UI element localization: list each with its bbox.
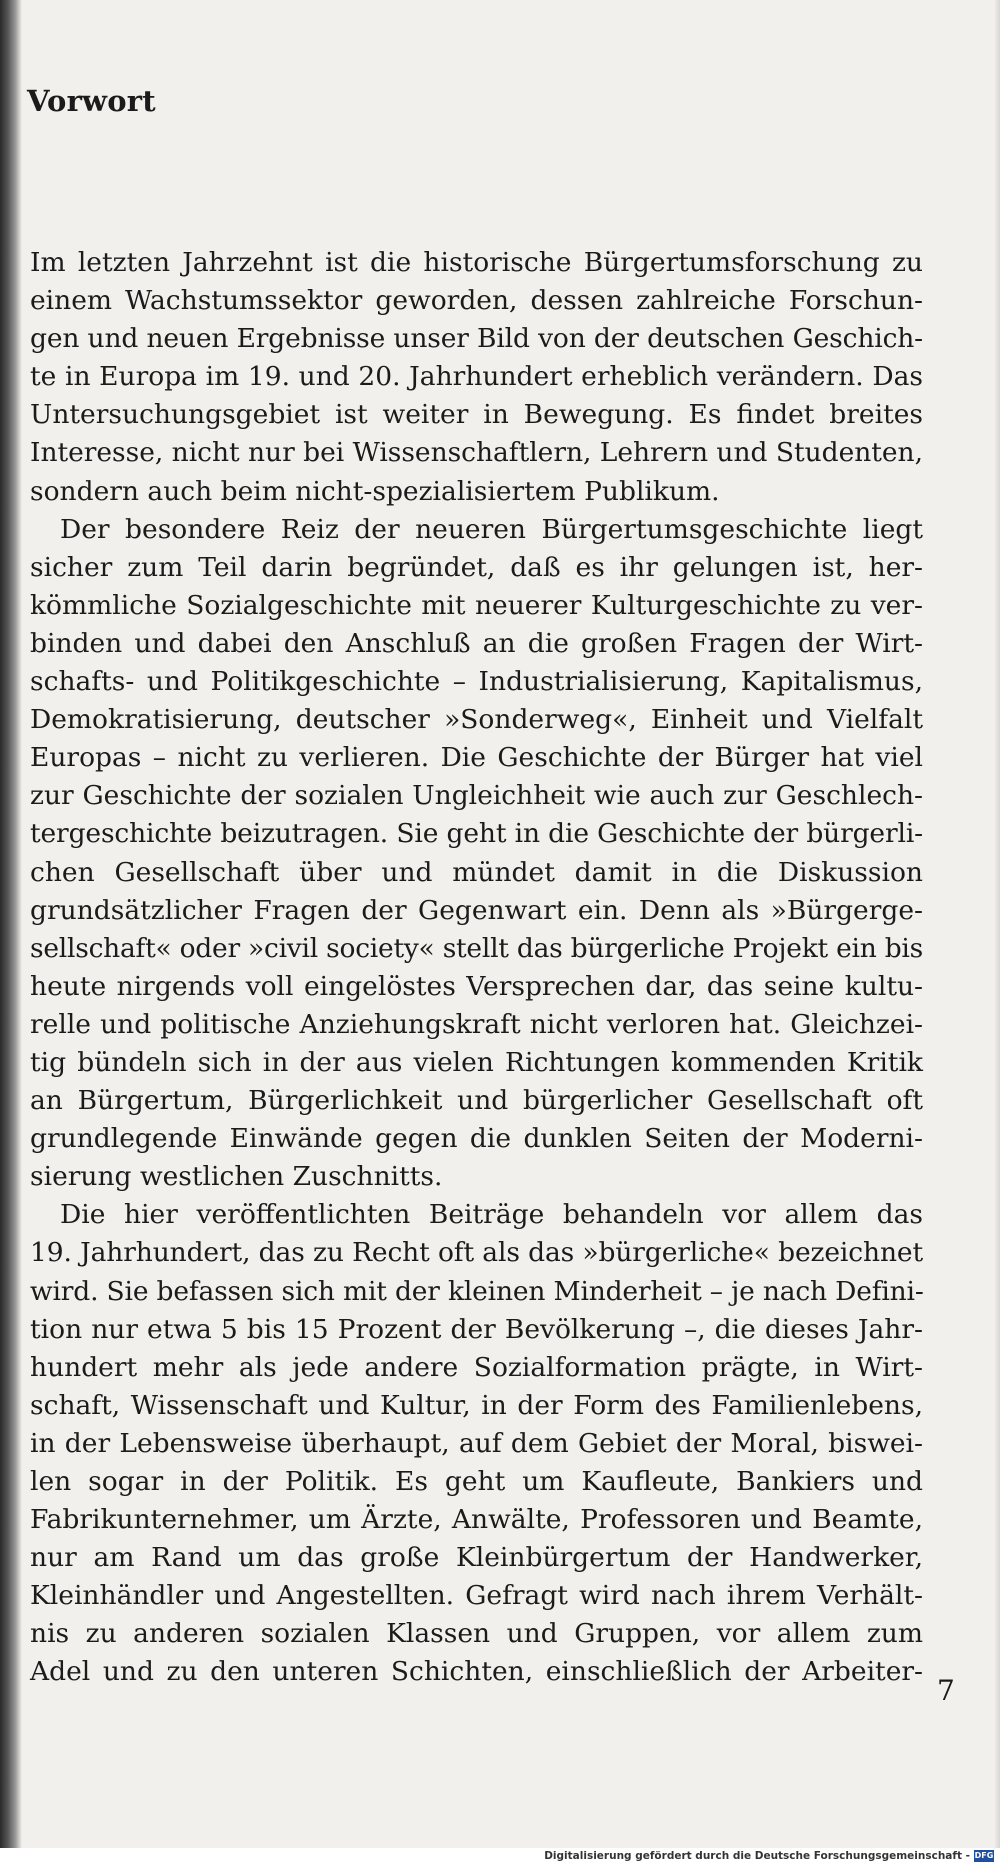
paragraph-3 <box>30 1196 923 1691</box>
page-number: 7 <box>937 1674 955 1707</box>
text-line: tergeschichte beizutragen. Sie geht in die Geschichte der bürgerli- <box>30 818 923 850</box>
text-line: grundsätzlicher Fragen der Gegenwart ein. Denn als »Bürgerge- <box>30 894 923 926</box>
text-line: Kleinhändler und Angestellten. Gefragt wird nach ihrem Verhält- <box>30 1580 923 1612</box>
text-line: sondern auch beim nicht-spezialisiertem Publikum. <box>30 475 720 507</box>
text-line: kömmliche Sozialgeschichte mit neuerer Kulturgeschichte zu ver- <box>30 589 923 621</box>
paragraph-2 <box>30 511 923 1197</box>
text-line: Im letzten Jahrzehnt ist die historische Bürgertumsforschung zu <box>30 247 923 278</box>
paragraph-1 <box>30 244 923 511</box>
text-line: sierung westlichen Zuschnitts. <box>30 1161 443 1193</box>
text-line: Untersuchungsgebiet ist weiter in Bewegung. Es findet breites <box>30 399 923 431</box>
text-line: sicher zum Teil darin begründet, daß es ihr gelungen ist, her- <box>30 551 923 583</box>
text-line: in der Lebensweise überhaupt, auf dem Gebiet der Moral, biswei- <box>30 1427 923 1459</box>
text-line: an Bürgertum, Bürgerlichkeit und bürgerlicher Gesellschaft oft <box>30 1085 923 1117</box>
text-line: sellschaft« oder »civil society« stellt das bürgerliche Projekt ein bis <box>30 932 923 964</box>
text-line: te in Europa im 19. und 20. Jahrhundert erheblich verändern. Das <box>30 361 923 393</box>
text-line: chen Gesellschaft über und mündet damit in die Diskussion <box>30 856 923 888</box>
text-line: Adel und zu den unteren Schichten, einschließlich der Arbeiter- <box>30 1656 923 1688</box>
text-line: 19. Jahrhundert, das zu Recht oft als das »bürgerliche« bezeichnet <box>30 1237 923 1269</box>
text-line: gen und neuen Ergebnisse unser Bild von der deutschen Geschich- <box>30 323 923 355</box>
text-line: schaft, Wissenschaft und Kultur, in der Form des Familienlebens, <box>30 1389 923 1421</box>
text-line: hundert mehr als jede andere Sozialformation prägte, in Wirt- <box>30 1351 923 1383</box>
text-line: zur Geschichte der sozialen Ungleichheit wie auch zur Geschlech- <box>30 780 923 812</box>
digitization-notice: Digitalisierung gefördert durch die Deutsche Forschungsgemeinschaft - <box>544 1850 970 1862</box>
text-line: Interesse, nicht nur bei Wissenschaftlern, Lehrern und Studenten, <box>30 437 923 469</box>
text-line: Die hier veröffentlichten Beiträge behandeln vor allem das <box>60 1199 923 1231</box>
text-line: grundlegende Einwände gegen die dunklen Seiten der Moderni- <box>30 1123 923 1155</box>
text-line: Der besondere Reiz der neueren Bürgertumsgeschichte liegt <box>60 513 923 545</box>
text-line: Europas – nicht zu verlieren. Die Geschichte der Bürger hat viel <box>30 742 923 774</box>
text-line: wird. Sie befassen sich mit der kleinen Minderheit – je nach Defini- <box>30 1275 924 1307</box>
text-line: tig bündeln sich in der aus vielen Richtungen kommenden Kritik <box>30 1046 923 1078</box>
body-text <box>30 244 923 1692</box>
text-line: nis zu anderen sozialen Klassen und Gruppen, vor allem zum <box>30 1618 923 1650</box>
text-line: schafts- und Politikgeschichte – Industrialisierung, Kapitalismus, <box>30 666 923 698</box>
dfg-logo-icon: DFG <box>974 1851 994 1860</box>
text-line: relle und politische Anziehungskraft nicht verloren hat. Gleichzei- <box>30 1008 923 1040</box>
text-line: Fabrikunternehmer, um Ärzte, Anwälte, Professoren und Beamte, <box>30 1504 923 1536</box>
text-line: einem Wachstumssektor geworden, dessen zahlreiche Forschun- <box>30 285 923 317</box>
text-line: len sogar in der Politik. Es geht um Kaufleute, Bankiers und <box>30 1466 923 1497</box>
spine-shadow <box>0 0 22 1866</box>
text-line: heute nirgends voll eingelöstes Versprechen dar, das seine kultu- <box>30 970 923 1002</box>
text-line: tion nur etwa 5 bis 15 Prozent der Bevölkerung –, die dieses Jahr- <box>30 1313 923 1345</box>
page-edge <box>994 0 1000 1866</box>
text-line: nur am Rand um das große Kleinbürgertum der Handwerker, <box>30 1542 923 1574</box>
chapter-heading: Vorwort <box>27 84 156 118</box>
text-line: Demokratisierung, deutscher »Sonderweg«, Einheit und Vielfalt <box>30 704 923 736</box>
text-line: binden und dabei den Anschluß an die großen Fragen der Wirt- <box>30 627 923 659</box>
